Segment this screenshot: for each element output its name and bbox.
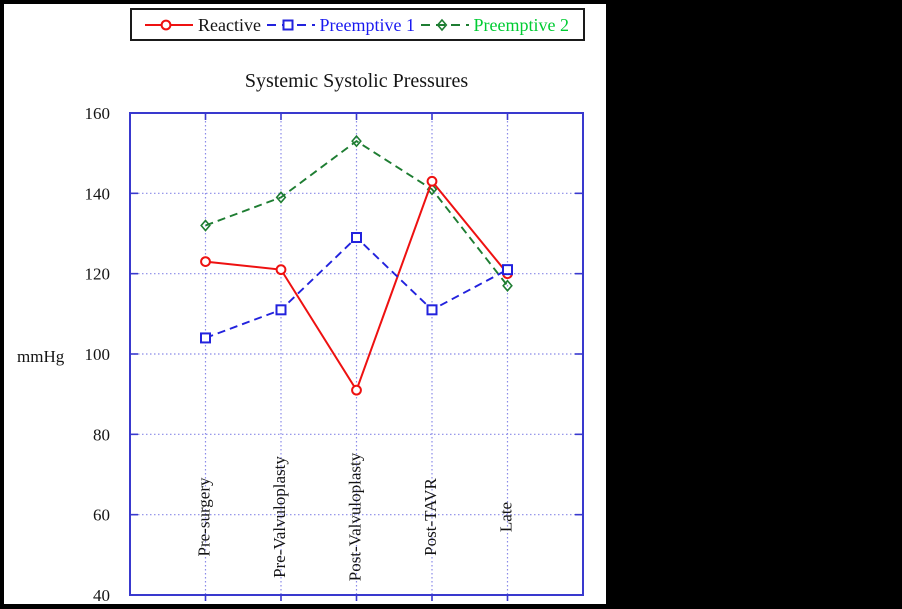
data-point-reactive <box>277 265 286 274</box>
data-point-reactive <box>428 177 437 186</box>
data-point-reactive <box>352 386 361 395</box>
chart-plot <box>4 4 606 604</box>
y-tick-label: 60 <box>93 505 110 525</box>
data-point-preemptive-1 <box>352 233 361 242</box>
y-tick-label: 100 <box>84 345 110 364</box>
data-point-preemptive-1 <box>277 305 286 314</box>
y-tick-label: 80 <box>93 425 110 445</box>
data-point-preemptive-1 <box>201 333 210 342</box>
data-point-preemptive-1 <box>503 265 512 274</box>
series-line-preemptive-1 <box>206 238 508 338</box>
x-category-label: Late <box>496 501 516 533</box>
x-category-label: Pre-surgery <box>194 477 214 557</box>
data-point-preemptive-1 <box>428 305 437 314</box>
y-tick-label: 120 <box>84 264 110 284</box>
y-axis-title: mmHg <box>17 347 65 366</box>
legend-label-preemptive-1: Preemptive 1 <box>319 14 415 35</box>
legend-label-preemptive-2: Preemptive 2 <box>473 14 569 35</box>
chart-canvas-area <box>4 4 606 604</box>
y-tick-label: 140 <box>84 184 110 204</box>
x-category-label: Post-Valvuloplasty <box>345 452 365 582</box>
y-tick-label: 160 <box>84 104 110 123</box>
x-category-label: Post-TAVR <box>420 478 440 556</box>
legend-label-reactive: Reactive <box>198 14 261 35</box>
chart-title: Systemic Systolic Pressures <box>244 70 469 92</box>
data-point-reactive <box>201 257 210 266</box>
x-category-label: Pre-Valvuloplasty <box>269 456 289 578</box>
y-tick-label: 40 <box>93 586 110 605</box>
